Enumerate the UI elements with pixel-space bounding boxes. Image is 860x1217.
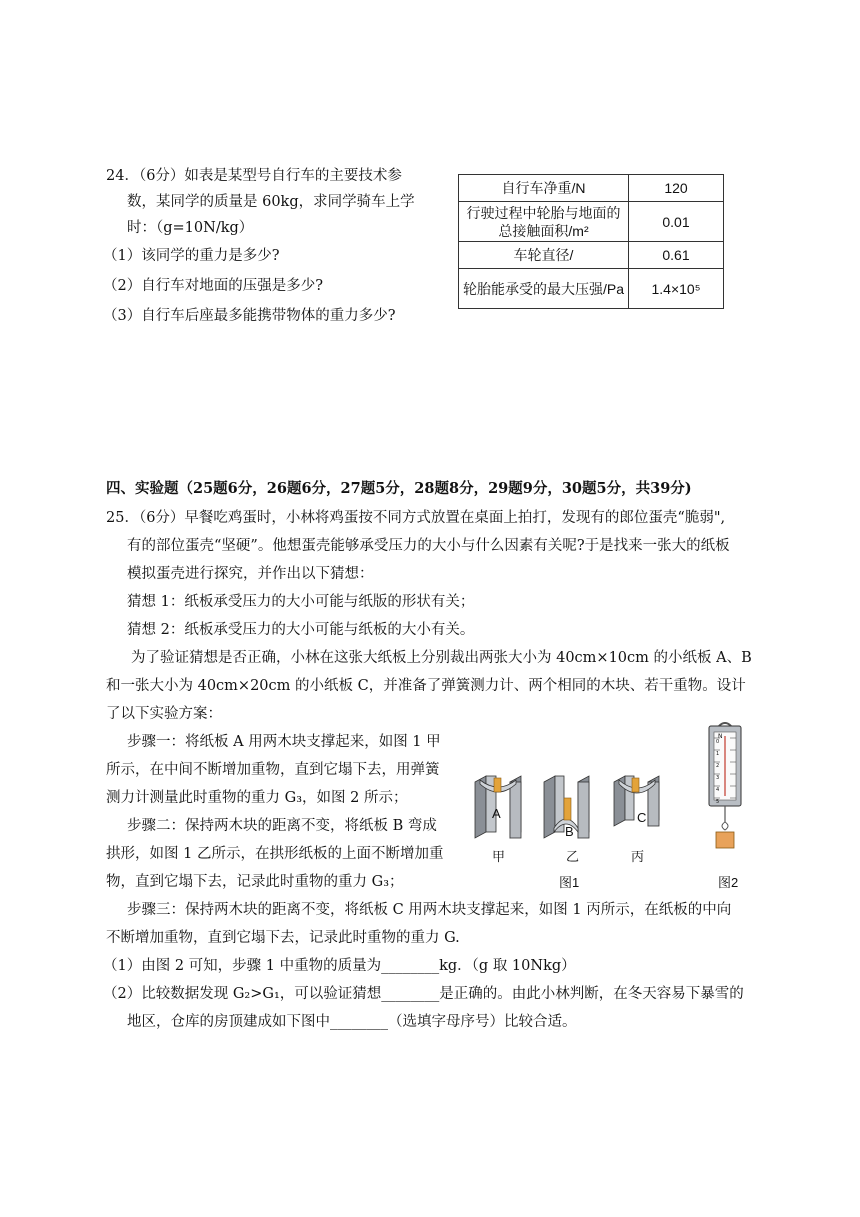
q24-line1: 24．（6分）如表是某型号自行车的主要技术参 bbox=[106, 168, 402, 184]
step3-line1: 步骤三：保持两木块的距离不变，将纸板 C 用两木块支撑起来，如图 1 丙所示，在纸板的中向 bbox=[127, 902, 732, 918]
spec-key: 车轮直径/ bbox=[459, 242, 629, 269]
scale-tick: 0 bbox=[716, 739, 720, 745]
caption-jia: 甲 bbox=[492, 849, 506, 864]
q24-sub1: （1）该同学的重力是多少? bbox=[103, 248, 280, 264]
q25-line1: 25．（6分）早餐吃鸡蛋时，小林将鸡蛋按不同方式放置在桌面上拍打，发现有的郎位蛋壳“脆弱", bbox=[106, 510, 726, 526]
q24-line2: 数，某同学的质量是 60kg，求同学骑车上学 bbox=[127, 194, 415, 210]
spec-value: 120 bbox=[629, 175, 724, 202]
spec-value: 0.61 bbox=[629, 242, 724, 269]
q25-guess2: 猜想 2：纸板承受压力的大小可能与纸板的大小有关。 bbox=[127, 622, 475, 638]
step1-line3: 测力计测量此时重物的重力 G₃，如图 2 所示； bbox=[106, 790, 408, 806]
q25-para1: 为了验证猜想是否正确，小林在这张大纸板上分别裁出两张大小为 40cm×10cm 的小纸板 A、B bbox=[131, 650, 752, 666]
step2-line1: 步骤二：保持两木块的距离不变，将纸板 B 弯成 bbox=[127, 818, 437, 834]
q24-sub2: （2）自行车对地面的压强是多少? bbox=[103, 278, 323, 294]
q25-para2: 和一张大小为 40cm×20cm 的小纸板 C，并准备了弹簧测力计、两个相同的木块、若干重物。设计 bbox=[106, 678, 746, 694]
step3-line2: 不断增加重物，直到它塌下去，记录此时重物的重力 G. bbox=[106, 930, 460, 946]
q25-line2: 有的部位蛋壳“坚硬”。他想蛋壳能够承受压力的大小与什么因素有关呢?于是找来一张大的纸板 bbox=[127, 538, 730, 554]
step2-line3: 物，直到它塌下去，记录此时重物的重力 G₃； bbox=[106, 874, 404, 890]
step1-line2: 所示，在中间不断增加重物，直到它塌下去，用弹簧 bbox=[106, 762, 440, 778]
spec-value: 1.4×10⁵ bbox=[629, 269, 724, 309]
spec-value: 0.01 bbox=[629, 202, 724, 242]
label-a: A bbox=[492, 806, 501, 821]
q25-sub2b: 地区，仓库的房顶建成如下图中________（选填字母序号）比较合适。 bbox=[127, 1014, 577, 1030]
bike-spec-table bbox=[458, 174, 724, 309]
step1-line1: 步骤一：将纸板 A 用两木块支撑起来，如图 1 甲 bbox=[127, 734, 441, 750]
scale-tick: 1 bbox=[716, 751, 720, 757]
table-row bbox=[459, 269, 724, 309]
scale-unit: N bbox=[718, 733, 723, 740]
figure2-caption: 图2 bbox=[718, 875, 739, 890]
scale-tick: 5 bbox=[716, 799, 720, 805]
q24-line3: 时：（g=10N/kg） bbox=[127, 220, 254, 236]
q25-para3: 了以下实验方案： bbox=[106, 706, 222, 722]
q25-sub1: （1）由图 2 可知，步骤 1 中重物的质量为________kg．（g 取 10Nkg） bbox=[103, 958, 576, 974]
q25-guess1: 猜想 1：纸板承受压力的大小可能与纸版的形状有关； bbox=[127, 594, 475, 610]
spec-key: 轮胎能承受的最大压强/Pa bbox=[459, 269, 629, 309]
table-row bbox=[459, 175, 724, 202]
q25-line3: 模拟蛋壳进行探究，并作出以下猜想： bbox=[127, 566, 374, 582]
table-row bbox=[459, 202, 724, 242]
figure2-spring-scale bbox=[700, 722, 750, 854]
caption-bing: 丙 bbox=[631, 849, 645, 864]
label-b: B bbox=[565, 824, 574, 839]
scale-tick: 3 bbox=[716, 775, 720, 781]
caption-yi: 乙 bbox=[566, 849, 580, 864]
scale-ticks bbox=[716, 736, 719, 808]
q25-sub2a: （2）比较数据发现 G₂>G₁，可以验证猜想________是正确的。由此小林判断，在冬天容易下暴雪的 bbox=[103, 986, 744, 1002]
section-heading: 四、实验题（25题6分，26题6分，27题5分，28题8分，29题9分，30题5分，共39分) bbox=[106, 480, 692, 497]
scale-tick: 4 bbox=[716, 787, 720, 793]
label-c: C bbox=[637, 810, 647, 825]
q24-sub3: （3）自行车后座最多能携带物体的重力多少? bbox=[103, 308, 396, 324]
spec-key: 行驶过程中轮胎与地面的总接触面积/m² bbox=[459, 202, 629, 242]
figure1-caption: 图1 bbox=[559, 875, 580, 890]
table-row bbox=[459, 242, 724, 269]
scale-tick: 2 bbox=[716, 763, 720, 769]
step2-line2: 拱形，如图 1 乙所示，在拱形纸板的上面不断增加重 bbox=[106, 846, 444, 862]
spec-key: 自行车净重/N bbox=[459, 175, 629, 202]
